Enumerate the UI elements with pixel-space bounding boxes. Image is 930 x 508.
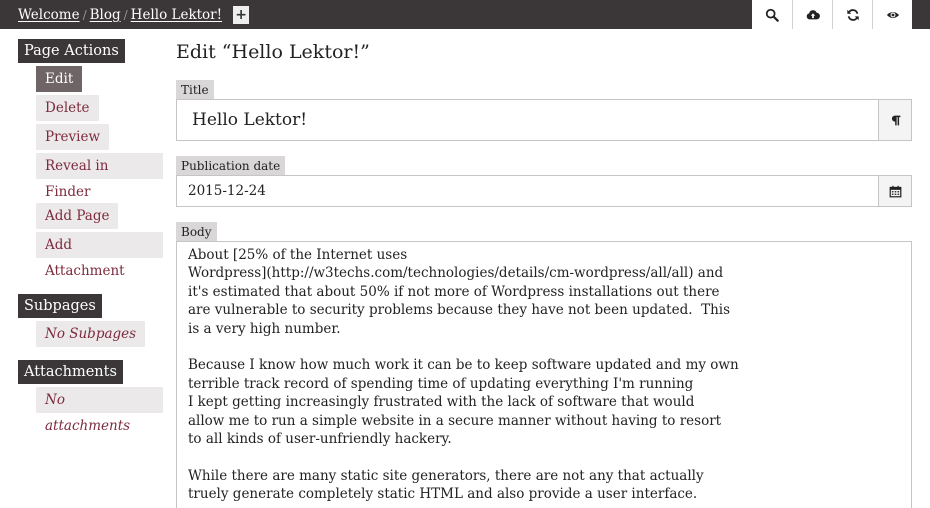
breadcrumb-blog[interactable]: Blog <box>89 6 121 23</box>
paragraph-toggle-button[interactable] <box>878 100 911 140</box>
paragraph-icon <box>889 114 902 127</box>
search-icon <box>765 8 779 22</box>
title-input[interactable] <box>176 99 912 141</box>
attachments-heading: Attachments <box>18 360 123 384</box>
title-value: Hello Lektor! <box>192 110 308 130</box>
breadcrumb-separator: / <box>82 7 87 22</box>
action-reveal-in-finder[interactable]: Reveal in Finder <box>36 153 163 179</box>
breadcrumb-current[interactable]: Hello Lektor! <box>130 6 223 23</box>
subpages-heading: Subpages <box>18 294 102 318</box>
publish-button[interactable] <box>792 0 832 29</box>
edit-panel <box>176 38 912 508</box>
action-edit[interactable]: Edit <box>36 66 82 92</box>
search-button[interactable] <box>752 0 792 29</box>
add-page-button[interactable]: + <box>233 6 249 24</box>
page-title: Edit “Hello Lektor!” <box>176 41 370 63</box>
no-attachments-text: No attachments <box>36 387 163 413</box>
action-delete[interactable]: Delete <box>36 95 99 121</box>
page-actions-heading: Page Actions <box>18 39 125 63</box>
breadcrumb-separator: / <box>123 7 128 22</box>
preview-button[interactable] <box>872 0 912 29</box>
body-textarea[interactable] <box>176 241 912 508</box>
toolbar <box>752 0 912 29</box>
body-text: About [25% of the Internet uses Wordpress](http://w3techs.com/technologies/details/cm-wordpress/all/all) and it's estimated that about 50% if not more of Wordpress installations out there are vulnerable to security problems because they have not been updated. This is a very high number. Because I know how much work it can be to keep software updated and my own terrible track record of spending time of updating everything I'm running I kept getting increasingly frustrated with the lack of software that would allow me to run a simple website in a secure manner without having to resort to all kinds of user-unfriendly hackery. While there are many static site generators, there are not any that actually truely generate completely static HTML and also provide a user interface. <box>188 247 739 503</box>
no-subpages-text: No Subpages <box>36 321 145 347</box>
publication-date-value: 2015-12-24 <box>188 183 266 199</box>
calendar-icon <box>889 185 902 198</box>
breadcrumb <box>18 0 249 29</box>
eye-icon <box>886 8 900 22</box>
action-preview[interactable]: Preview <box>36 124 109 150</box>
calendar-button[interactable] <box>878 176 911 206</box>
page-actions-list <box>36 66 163 279</box>
publication-date-input[interactable] <box>176 175 912 207</box>
body-label: Body <box>176 222 217 241</box>
top-bar <box>0 0 930 29</box>
attachments-list <box>36 387 163 434</box>
upload-icon <box>806 8 820 22</box>
sidebar <box>18 39 163 434</box>
title-label: Title <box>176 80 214 99</box>
refresh-icon <box>846 8 860 22</box>
refresh-button[interactable] <box>832 0 872 29</box>
subpages-list <box>36 321 163 347</box>
action-add-attachment[interactable]: Add Attachment <box>36 232 163 258</box>
breadcrumb-welcome[interactable]: Welcome <box>18 6 80 23</box>
action-add-page[interactable]: Add Page <box>36 203 118 229</box>
publication-date-label: Publication date <box>176 156 285 175</box>
